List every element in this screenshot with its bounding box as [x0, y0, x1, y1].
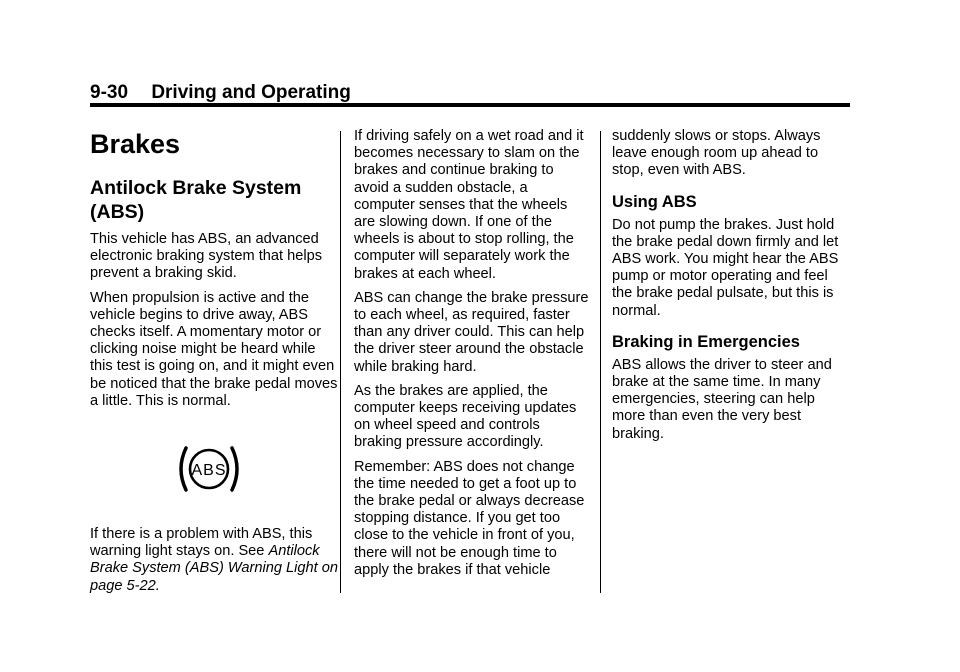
- section-heading: Antilock Brake System (ABS): [90, 177, 302, 223]
- page-title: Brakes: [90, 129, 181, 159]
- column-2: [354, 128, 590, 586]
- subsection-heading: Braking in Emergencies: [612, 332, 800, 351]
- column-divider: [600, 131, 601, 593]
- paragraph: ABS can change the brake pressure to each wheel, as required, faster than any driver could. This can help the driver steer around the obstacle while braking hard.: [354, 289, 589, 375]
- paragraph: suddenly slows or stops. Always leave enough room up ahead to stop, even with ABS.: [612, 128, 821, 179]
- paragraph: When propulsion is active and the vehicle begins to drive away, ABS checks itself. A momentary motor or clicking noise might be heard while this test is going on, and it might even be noticed that the brake pedal moves a little. This is normal.: [90, 289, 338, 409]
- column-1: [90, 127, 340, 602]
- page-number: 9-30: [90, 82, 129, 103]
- paragraph: [90, 526, 340, 595]
- subsection-heading: Using ABS: [612, 192, 697, 211]
- page-header: [90, 82, 351, 104]
- column-3: [612, 128, 852, 450]
- paragraph: This vehicle has ABS, an advanced electronic braking system that helps prevent a braking skid.: [90, 231, 322, 282]
- header-rule: [90, 103, 850, 107]
- cross-reference-end: .: [155, 577, 160, 594]
- column-divider: [340, 131, 341, 593]
- abs-icon-label: ABS: [191, 462, 227, 480]
- abs-warning-light-icon: [177, 444, 241, 494]
- paragraph-text: If there is a problem with ABS, this warning light stays on. See: [90, 526, 313, 560]
- paragraph: If driving safely on a wet road and it becomes necessary to slam on the brakes and continue braking to avoid a sudden obstacle, a computer senses that the wheels are slowing down. If one of the wheels is about to stop rolling, the computer will separately work the brakes at each wheel.: [354, 128, 584, 282]
- cross-reference: Antilock Brake System (ABS) Warning Light on page 5-22: [90, 543, 338, 594]
- paragraph: Do not pump the brakes. Just hold the brake pedal down firmly and let ABS work. You might hear the ABS pump or motor operating and feel the brake pedal pulsate, but this is normal.: [612, 216, 839, 319]
- paragraph: ABS allows the driver to steer and brake at the same time. In many emergencies, steering can help more than even the very best braking.: [612, 356, 832, 442]
- paragraph: As the brakes are applied, the computer keeps receiving updates on wheel speed and controls braking pressure accordingly.: [354, 382, 577, 451]
- paragraph: Remember: ABS does not change the time needed to get a foot up to the brake pedal or always decrease stopping distance. If you get too close to the vehicle in front of you, there will not be enough time to apply the brakes if that vehicle: [354, 458, 585, 578]
- section-title: Driving and Operating: [151, 82, 351, 103]
